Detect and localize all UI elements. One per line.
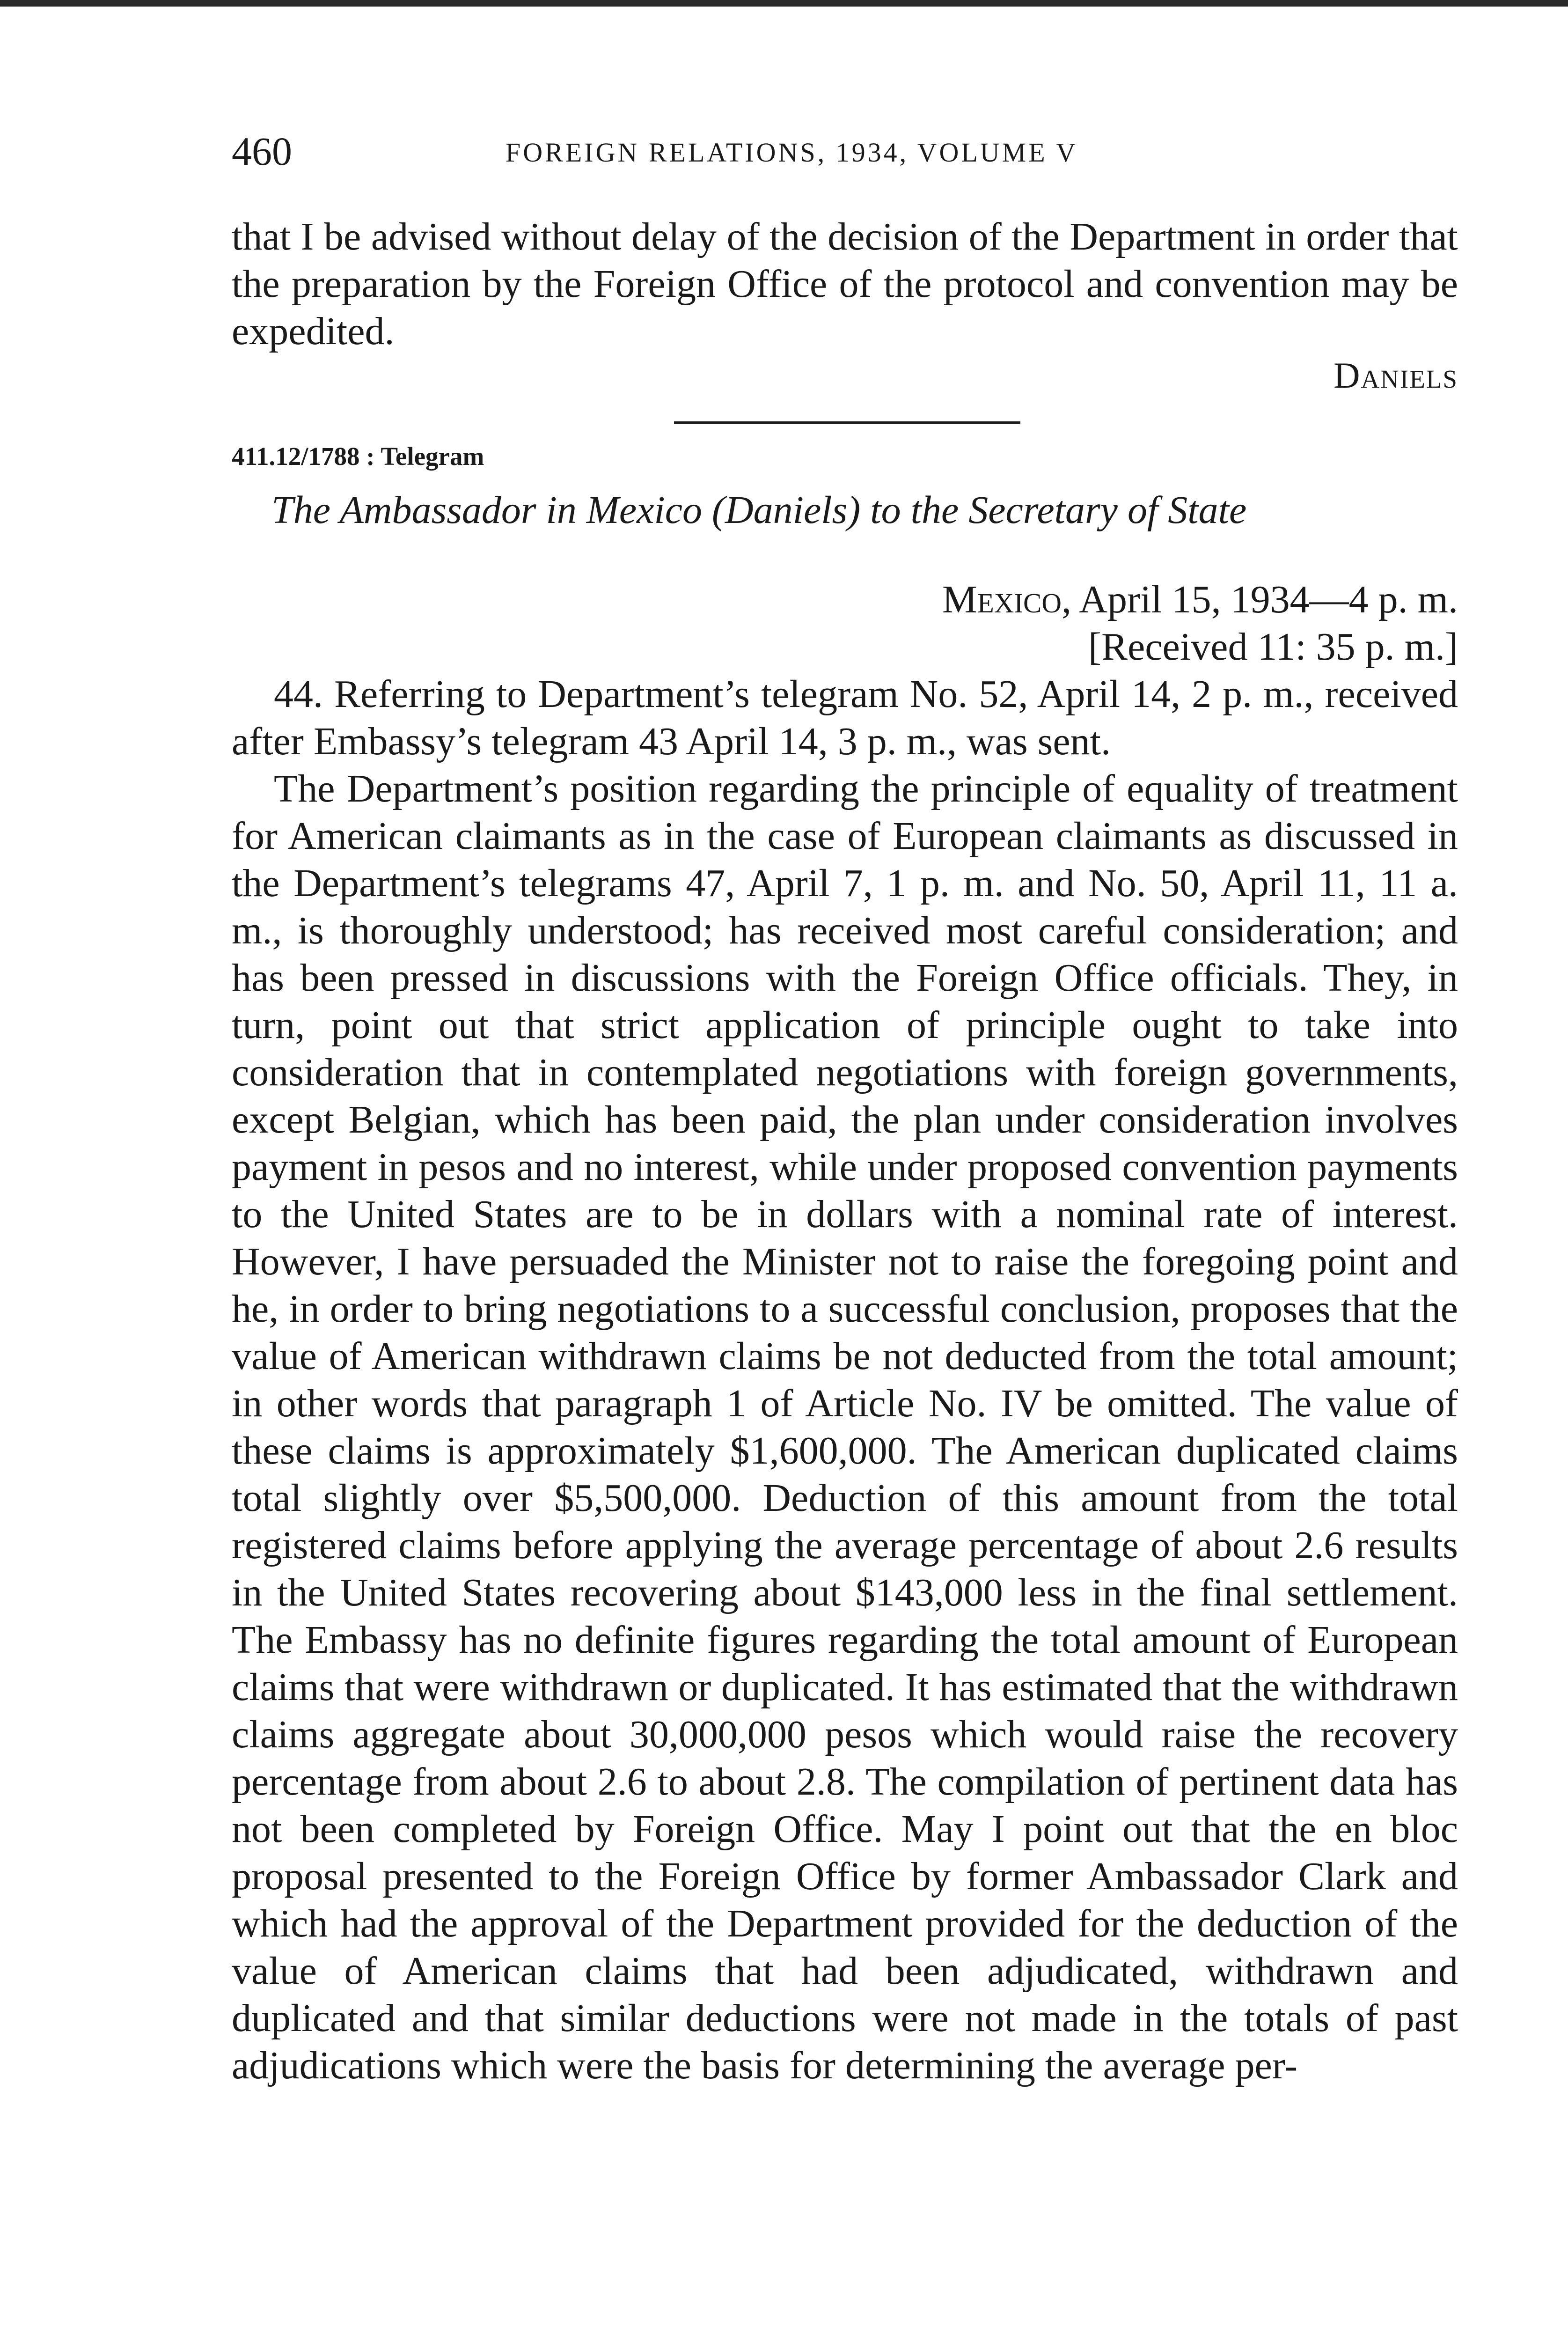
running-head: FOREIGN RELATIONS, 1934, VOLUME V	[506, 137, 1078, 168]
section-divider	[674, 421, 1020, 424]
dateline-place: Mexico	[942, 578, 1062, 621]
page-header	[232, 125, 1191, 177]
dateline-received: [Received 11: 35 p. m.]	[1088, 625, 1458, 669]
dateline	[942, 576, 1458, 670]
body-paragraph-1: 44. Referring to Department’s telegram No. 52, April 14, 2 p. m., received after Embassy’s telegram 43 April 14, 3 p. m., was sent.	[232, 672, 1458, 763]
telegram-body	[232, 670, 1458, 2089]
continuation-paragraph: that I be advised without delay of the decision of the Department in order that the preparation by the Foreign Office of the protocol and convention may be expedited.	[232, 215, 1458, 353]
document-title: The Ambassador in Mexico (Daniels) to the Secretary of State	[271, 488, 1247, 532]
body-paragraph-2: The Department’s position regarding the principle of equality of treatment for American claimants as in the case of European claimants as discussed in the Department’s telegrams 47, April 7, 1 p. m. and No. 50, April 11, 11 a. m., is thoroughly understood; has received most careful consideration; and has been pressed in discussions with the Foreign Office officials. They, in turn, point out that strict application of principle ought to take into consideration that in contemplated negotiations with foreign governments, except Belgian, which has been paid, the plan under consideration involves payment in pesos and no interest, while under proposed convention payments to the United States are to be in dollars with a nominal rate of interest. However, I have persuaded the Minister not to raise the foregoing point and he, in order to bring negotiations to a successful conclusion, proposes that the value of American withdrawn claims be not deducted from the total amount; in other words that paragraph 1 of Article No. IV be omitted. The value of these claims is approximately $1,600,000. The American duplicated claims total slightly over $5,500,000. Deduction of this amount from the total registered claims before applying the average percentage of about 2.6 results in the United States recovering about $143,000 less in the final settlement. The Embassy has no definite figures regarding the total amount of European claims that were withdrawn or duplicated. It has estimated that the withdrawn claims aggregate about 30,000,000 pesos which would raise the recovery percentage from about 2.6 to about 2.8. The compilation of pertinent data has not been completed by Foreign Office. May I point out that the en bloc proposal presented to the Foreign Office by former Ambassador Clark and which had the approval of the Department provided for the deduction of the value of American claims that had been adjudicated, withdrawn and duplicated and that similar deductions were not made in the totals of past adjudications which were the basis for determining the average per-	[232, 767, 1458, 2087]
signature: Daniels	[1334, 355, 1458, 396]
file-reference: 411.12/1788 : Telegram	[232, 442, 484, 471]
page-number: 460	[232, 129, 292, 174]
top-border-rule	[0, 0, 1568, 7]
dateline-date	[942, 576, 1458, 623]
dateline-datetime: , April 15, 1934—4 p. m.	[1061, 578, 1458, 621]
